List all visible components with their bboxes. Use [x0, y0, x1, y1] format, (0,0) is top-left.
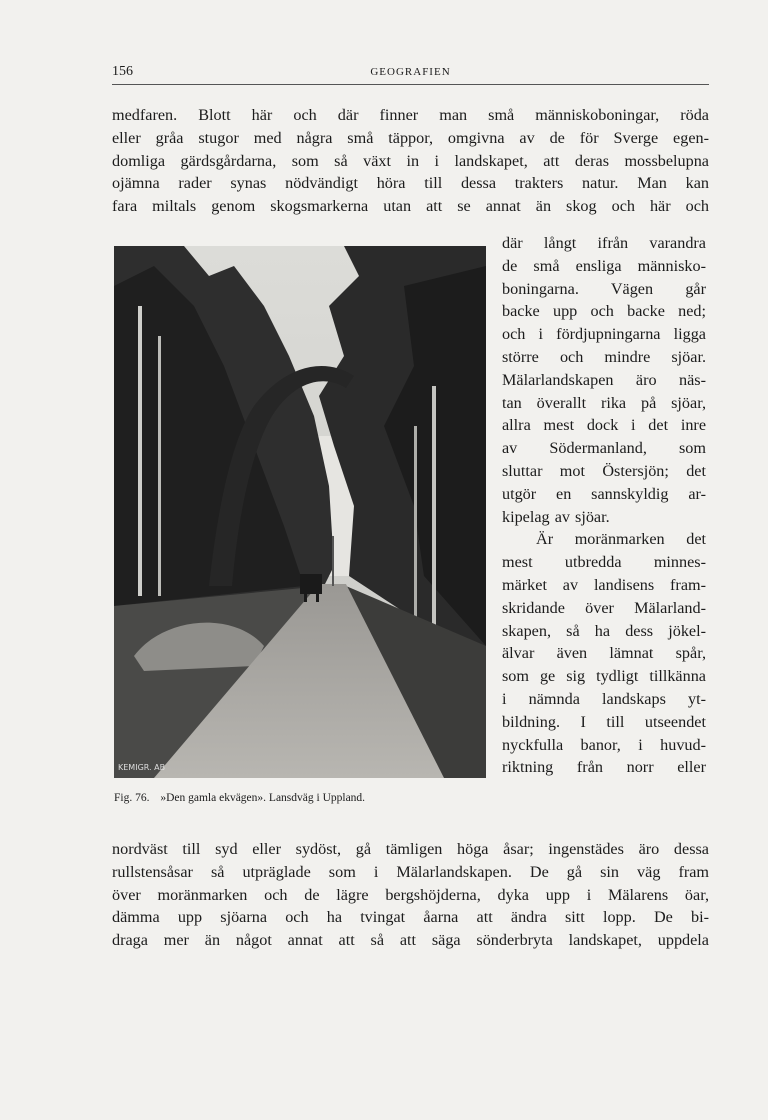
text-line: riktning från norr eller [502, 758, 706, 777]
text-line: backe upp och backe ned; [502, 302, 706, 321]
figure-caption-text: »Den gamla ekvägen». Lansdväg i Uppland. [160, 792, 366, 804]
text-line: dämma upp sjöarna och ha tvingat åarna att ändra sitt lopp. De bi- [112, 908, 709, 927]
engraver-signature: KEMIGR. AB [118, 763, 166, 772]
text-line: Är moränmarken det [536, 530, 706, 549]
text-line: allra mest dock i det inre [502, 416, 706, 435]
text-line: draga mer än något annat att så att säga sönderbryta landskapet, uppdela [112, 931, 709, 950]
text-line: tan överallt rika på sjöar, [502, 393, 706, 412]
text-line: som ge sig tydligt tillkänna [502, 667, 706, 686]
text-line: kipelag av sjöar. [502, 507, 610, 526]
text-line: sluttar mot Östersjön; det [502, 461, 706, 480]
text-line: och i fördjupningarna ligga [502, 325, 706, 344]
text-line: Mälarlandskapen äro näs- [502, 370, 706, 389]
text-line: fara miltals genom skogsmarkerna utan att se annat än skog och här och [112, 197, 709, 216]
text-line: större och mindre sjöar. [502, 347, 706, 366]
paragraph-top [112, 104, 709, 218]
text-line: i nämnda landskaps yt- [502, 689, 706, 708]
paragraph-column [502, 232, 706, 779]
text-line: utgör en sannskyldig ar- [502, 484, 706, 503]
text-line: ojämna rader synas nödvändigt höra till dessa trakters natur. Man kan [112, 174, 709, 193]
figure-photo [114, 246, 486, 778]
text-line: eller gråa stugor med några små täppor, omgivna av de för Sverge egen- [112, 128, 709, 147]
text-line: nordväst till syd eller sydöst, gå tämligen höga åsar; ingenstädes äro dessa [112, 840, 709, 858]
text-line: bildning. I till utseendet [502, 712, 706, 731]
figure-caption [114, 792, 486, 804]
figure-number: Fig. 76. [114, 792, 150, 804]
running-title: GEOGRAFIEN [370, 66, 451, 78]
text-line: märket av landisens fram- [502, 575, 706, 594]
text-line: över moränmarken och de lägre bergshöjderna, dyka upp i Mälarens öar, [112, 885, 709, 904]
road-photograph [114, 246, 486, 778]
text-line: medfaren. Blott här och där finner man små människoboningar, röda [112, 106, 709, 124]
text-line: nyckfulla banor, i huvud- [502, 735, 706, 754]
paragraph-bottom [112, 838, 709, 952]
running-head [112, 64, 709, 85]
text-line: domliga gärdsgårdarna, som så växt in i landskapet, att deras mossbelupna [112, 151, 709, 170]
text-line: skapen, så ha dess jökel- [502, 621, 706, 640]
text-line: rullstensåsar så utpräglade som i Mälarlandskapen. De gå sin väg fram [112, 862, 709, 881]
text-line: mest utbredda minnes- [502, 553, 706, 572]
text-line: skridande över Mälarland- [502, 598, 706, 617]
text-line: boningarna. Vägen går [502, 279, 706, 298]
text-line: älvar även lämnat spår, [502, 644, 706, 663]
text-line: där långt ifrån varandra [502, 234, 706, 252]
text-line: de små ensliga människo- [502, 256, 706, 275]
text-line: av Södermanland, som [502, 439, 706, 458]
page-number: 156 [112, 64, 133, 79]
